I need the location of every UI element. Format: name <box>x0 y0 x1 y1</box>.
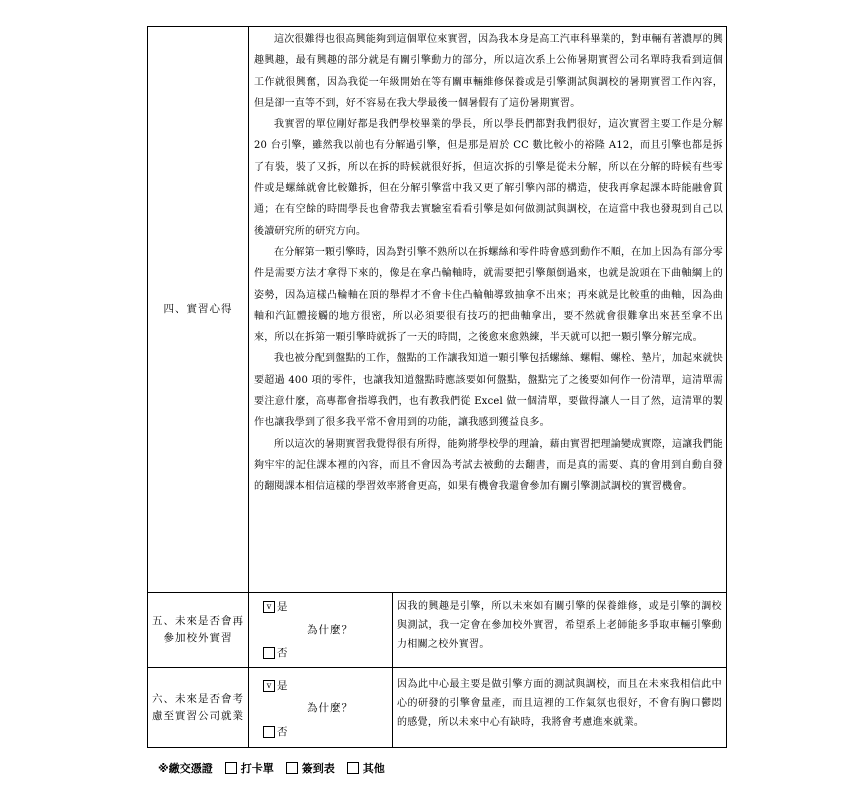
section-5-answer: 因我的興趣是引擎，所以未來如有關引擎的保養維修，或是引擎的調校與測試，我一定會在參加校外實習，希望系上老師能多爭取車輛引擎動力相關之校外實習。 <box>397 601 722 650</box>
essay-paragraph-4: 我也被分配到盤點的工作，盤點的工作讓我知道一顆引擎包括螺絲、螺帽、螺栓、墊片，加起來就快要超過 400 項的零件，也讓我知道盤點時應該要如何盤點，盤點完了之後要如何作一份清單，這清單需要注意什麼，高專都會指導我們，也有教我們從 Excel 做一個清單，要做得讓人一目了然，這清單的製作也讓我學到了很多我平常不會用到的功能，讓我感到獲益良多。 <box>254 353 723 429</box>
other-checkbox[interactable] <box>347 762 359 774</box>
section-5-no-option[interactable] <box>263 645 288 660</box>
punch-card-label: 打卡單 <box>240 762 274 775</box>
section-6-yes-checkbox[interactable]: v <box>263 680 275 692</box>
footer-prefix: ※繳交憑證 <box>158 762 213 775</box>
section-5-row <box>148 593 727 668</box>
section-4-row <box>148 27 727 593</box>
section-6-choice-cell <box>249 668 393 748</box>
section-5-yes-checkbox[interactable]: v <box>263 601 275 613</box>
section-5-label: 五、未來是否會再參加校外實習 <box>152 615 244 644</box>
sign-in-sheet-checkbox[interactable] <box>286 762 298 774</box>
section-4-essay-cell <box>249 27 727 593</box>
section-6-row <box>148 668 727 748</box>
section-5-yes-label: 是 <box>277 601 288 613</box>
section-6-answer: 因為此中心最主要是做引擎方面的測試與調校，而且在未來我相信此中心的研發的引擎會量產，而且這裡的工作氣氛也很好，不會有胸口鬱悶的感覺，所以未來中心有缺時，我將會考慮進來就業。 <box>397 679 722 728</box>
submission-proof-footer <box>158 760 385 776</box>
sign-in-sheet-label: 簽到表 <box>301 762 335 775</box>
essay-paragraph-3: 在分解第一顆引擎時，因為對引擎不熟所以在拆螺絲和零件時會感到動作不順，在加上因為有部分零件是需要方法才拿得下來的，像是在拿凸輪軸時，就需要把引擎顛倒過來，也就是說頭在下曲軸綱上的姿勢，因為這樣凸輪軸在頂的舉桿才不會卡住凸輪軸導致抽拿不出來；再來就是比較重的曲軸，因為曲軸和汽缸體接觸的地方很密，所以必須要很有技巧的把曲軸拿出，要不然就會很難拿出來甚至拿不出來，所以在拆第一顆引擎時就拆了一天的時間，之後愈來愈熟練，半天就可以把一顆引擎分解完成。 <box>254 246 723 344</box>
section-6-yes-option[interactable] <box>263 678 288 693</box>
section-6-yes-label: 是 <box>277 680 288 692</box>
section-6-answer-cell <box>393 668 727 748</box>
section-6-no-checkbox[interactable] <box>263 726 275 738</box>
internship-essay <box>249 27 726 498</box>
essay-paragraph-5: 所以這次的暑期實習我覺得很有所得，能夠將學校學的理論，藉由實習把理論變成實際，這讓我們能夠牢牢的記住課本裡的內容，而且不會因為考試去被動的去翻書，而是真的需要、真的會用到自動自發的翻閱課本相信這樣的學習效率將會更高，如果有機會我還會參加有關引擎測試調校的實習機會。 <box>254 438 723 493</box>
section-6-label-cell <box>148 668 249 748</box>
punch-card-checkbox[interactable] <box>225 762 237 774</box>
section-5-yes-option[interactable] <box>263 599 288 614</box>
section-5-why-label: 為什麼？ <box>307 624 353 636</box>
report-form-table <box>147 26 727 748</box>
section-5-no-label: 否 <box>277 647 288 659</box>
section-6-no-option[interactable] <box>263 724 288 739</box>
section-6-label: 六、未來是否會考慮至實習公司就業 <box>152 692 244 722</box>
essay-paragraph-2: 我實習的單位剛好都是我們學校畢業的學長，所以學長們都對我們很好，這次實習主要工作是分解 20 台引擎，雖然我以前也有分解過引擎，但是那是眉於 CC 數比較小的裕隆 A12，而且引擎也都是拆了有裝，裝了又拆，所以在拆的時候就很好拆，但這次拆的引擎是從未分解，所以在分解的時候有些零件或是螺絲就會比較難拆，但在分解引擎當中我又更了解引擎內部的構造，使我再拿起課本時能融會貫通；在有空餘的時間學長也會帶我去實驗室看看引擎是如何做測試與調校，在這當中我也發現到自己以後讀研究所的研究方向。 <box>254 119 723 237</box>
section-5-no-checkbox[interactable] <box>263 647 275 659</box>
section-5-label-cell <box>148 593 249 668</box>
other-label: 其他 <box>362 762 385 775</box>
section-5-choice-cell <box>249 593 393 668</box>
section-4-label-cell <box>148 27 249 593</box>
section-5-answer-cell <box>393 593 727 668</box>
essay-paragraph-1: 這次很難得也很高興能夠到這個單位來實習，因為我本身是高工汽車科畢業的，對車輛有著濃厚的興趣興趣，最有興趣的部分就是有關引擎動力的部分，所以這次系上公佈暑期實習公司名單時我看到這個工作就很興奮，因為我從一年級開始在等有關車輛維修保養或是引擎測試與調校的暑期實習工作內容，但是卻一直等不到，好不容易在我大學最後一個暑假有了這份暑期實習。 <box>254 34 723 109</box>
section-4-label: 四、實習心得 <box>163 303 233 315</box>
section-6-no-label: 否 <box>277 726 288 738</box>
section-6-why-label: 為什麼？ <box>307 702 353 714</box>
